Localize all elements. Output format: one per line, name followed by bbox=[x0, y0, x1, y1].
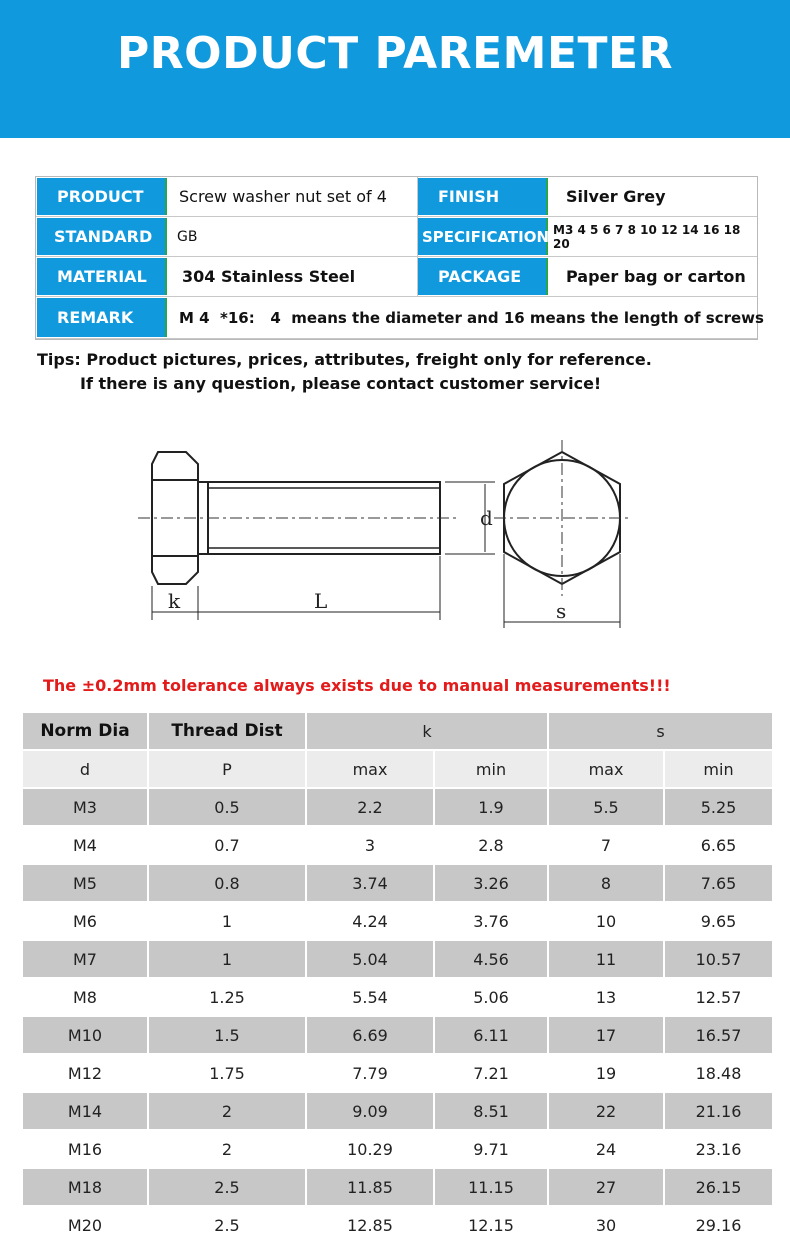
header-k: k bbox=[306, 712, 548, 750]
table-row bbox=[22, 1130, 773, 1168]
table-cell: 10 bbox=[548, 902, 664, 940]
header-thread-dist: Thread Dist bbox=[148, 712, 306, 750]
label-finish: FINISH bbox=[418, 178, 548, 215]
header-norm-dia: Norm Dia bbox=[22, 712, 148, 750]
param-row-material bbox=[36, 257, 757, 297]
table-cell: M3 bbox=[22, 788, 148, 826]
table-row bbox=[22, 1168, 773, 1206]
header-banner bbox=[0, 0, 790, 138]
table-cell: M16 bbox=[22, 1130, 148, 1168]
table-cell: 3.26 bbox=[434, 864, 548, 902]
table-cell: M8 bbox=[22, 978, 148, 1016]
table-cell: 2 bbox=[148, 1092, 306, 1130]
table-cell: 1 bbox=[148, 902, 306, 940]
label-material: MATERIAL bbox=[37, 258, 167, 295]
table-cell: 3.76 bbox=[434, 902, 548, 940]
table-row bbox=[22, 902, 773, 940]
table-cell: 2.8 bbox=[434, 826, 548, 864]
subheader-cell: P bbox=[148, 750, 306, 788]
table-cell: 17 bbox=[548, 1016, 664, 1054]
table-cell: 11 bbox=[548, 940, 664, 978]
table-cell: 1.75 bbox=[148, 1054, 306, 1092]
table-cell: 9.71 bbox=[434, 1130, 548, 1168]
table-cell: 12.85 bbox=[306, 1206, 434, 1244]
label-package: PACKAGE bbox=[418, 258, 548, 295]
table-cell: 29.16 bbox=[664, 1206, 773, 1244]
table-cell: 12.15 bbox=[434, 1206, 548, 1244]
table-cell: 1.25 bbox=[148, 978, 306, 1016]
table-cell: 5.25 bbox=[664, 788, 773, 826]
table-cell: 13 bbox=[548, 978, 664, 1016]
param-row-standard bbox=[36, 217, 757, 257]
table-cell: 0.5 bbox=[148, 788, 306, 826]
bolt-dimension-drawing bbox=[130, 430, 630, 630]
table-cell: 6.65 bbox=[664, 826, 773, 864]
table-cell: 0.7 bbox=[148, 826, 306, 864]
table-cell: 4.56 bbox=[434, 940, 548, 978]
dim-label-d: d bbox=[480, 506, 493, 530]
table-cell: M4 bbox=[22, 826, 148, 864]
table-cell: M7 bbox=[22, 940, 148, 978]
table-cell: 2.2 bbox=[306, 788, 434, 826]
table-row bbox=[22, 864, 773, 902]
table-cell: 0.8 bbox=[148, 864, 306, 902]
tips-line-1: Tips: Product pictures, prices, attributes, freight only for reference. bbox=[37, 350, 652, 369]
column-divider bbox=[417, 177, 418, 297]
header-s: s bbox=[548, 712, 773, 750]
dim-label-L: L bbox=[314, 589, 328, 613]
table-cell: 2 bbox=[148, 1130, 306, 1168]
table-cell: 3.74 bbox=[306, 864, 434, 902]
table-row bbox=[22, 1206, 773, 1244]
table-cell: 30 bbox=[548, 1206, 664, 1244]
value-standard: GB bbox=[177, 228, 198, 245]
param-row-product bbox=[36, 177, 757, 217]
table-cell: 6.69 bbox=[306, 1016, 434, 1054]
table-row bbox=[22, 1054, 773, 1092]
table-subheader-row bbox=[22, 750, 773, 788]
table-cell: M10 bbox=[22, 1016, 148, 1054]
label-product: PRODUCT bbox=[37, 178, 167, 215]
table-cell: 7.21 bbox=[434, 1054, 548, 1092]
table-cell: M12 bbox=[22, 1054, 148, 1092]
table-cell: M20 bbox=[22, 1206, 148, 1244]
table-cell: 5.06 bbox=[434, 978, 548, 1016]
table-cell: 9.65 bbox=[664, 902, 773, 940]
label-remark: REMARK bbox=[37, 298, 167, 337]
subheader-cell: max bbox=[306, 750, 434, 788]
table-cell: 7.79 bbox=[306, 1054, 434, 1092]
table-cell: 18.48 bbox=[664, 1054, 773, 1092]
table-cell: 1.9 bbox=[434, 788, 548, 826]
table-cell: 3 bbox=[306, 826, 434, 864]
table-row bbox=[22, 940, 773, 978]
table-cell: 10.57 bbox=[664, 940, 773, 978]
value-remark: M 4 *16: 4 means the diameter and 16 means the length of screws bbox=[179, 308, 764, 327]
table-cell: 10.29 bbox=[306, 1130, 434, 1168]
dimension-table bbox=[21, 711, 774, 1245]
table-cell: 12.57 bbox=[664, 978, 773, 1016]
table-cell: 23.16 bbox=[664, 1130, 773, 1168]
table-cell: 7.65 bbox=[664, 864, 773, 902]
table-cell: 1 bbox=[148, 940, 306, 978]
table-cell: 2.5 bbox=[148, 1206, 306, 1244]
table-row bbox=[22, 826, 773, 864]
table-cell: 5.54 bbox=[306, 978, 434, 1016]
table-cell: 5.04 bbox=[306, 940, 434, 978]
table-cell: 26.15 bbox=[664, 1168, 773, 1206]
subheader-cell: max bbox=[548, 750, 664, 788]
tips-line-2: If there is any question, please contact customer service! bbox=[80, 374, 602, 393]
table-row bbox=[22, 1016, 773, 1054]
tolerance-warning: The ±0.2mm tolerance always exists due to manual measurements!!! bbox=[43, 676, 671, 695]
table-cell: 2.5 bbox=[148, 1168, 306, 1206]
table-header-row bbox=[22, 712, 773, 750]
table-cell: M18 bbox=[22, 1168, 148, 1206]
subheader-cell: d bbox=[22, 750, 148, 788]
table-cell: M14 bbox=[22, 1092, 148, 1130]
table-cell: 11.15 bbox=[434, 1168, 548, 1206]
table-cell: 11.85 bbox=[306, 1168, 434, 1206]
value-finish: Silver Grey bbox=[566, 187, 666, 206]
table-cell: 4.24 bbox=[306, 902, 434, 940]
table-cell: 16.57 bbox=[664, 1016, 773, 1054]
table-row bbox=[22, 1092, 773, 1130]
table-cell: 8 bbox=[548, 864, 664, 902]
label-specification: SPECIFICATION bbox=[418, 218, 548, 255]
table-cell: 8.51 bbox=[434, 1092, 548, 1130]
table-cell: M6 bbox=[22, 902, 148, 940]
label-standard: STANDARD bbox=[37, 218, 167, 255]
parameter-table bbox=[35, 176, 764, 340]
table-cell: 7 bbox=[548, 826, 664, 864]
table-cell: 27 bbox=[548, 1168, 664, 1206]
table-cell: 21.16 bbox=[664, 1092, 773, 1130]
table-cell: 1.5 bbox=[148, 1016, 306, 1054]
table-cell: 24 bbox=[548, 1130, 664, 1168]
table-row bbox=[22, 978, 773, 1016]
value-package: Paper bag or carton bbox=[566, 267, 746, 286]
subheader-cell: min bbox=[434, 750, 548, 788]
table-cell: 22 bbox=[548, 1092, 664, 1130]
subheader-cell: min bbox=[664, 750, 773, 788]
value-material: 304 Stainless Steel bbox=[182, 267, 356, 286]
value-specification: M3 4 5 6 7 8 10 12 14 16 18 20 bbox=[553, 222, 741, 251]
page-title: PRODUCT PAREMETER bbox=[117, 27, 673, 79]
table-cell: M5 bbox=[22, 864, 148, 902]
table-cell: 5.5 bbox=[548, 788, 664, 826]
dim-label-k: k bbox=[168, 589, 181, 613]
dim-label-s: s bbox=[556, 599, 567, 623]
table-cell: 19 bbox=[548, 1054, 664, 1092]
tips-note bbox=[37, 348, 652, 396]
table-cell: 9.09 bbox=[306, 1092, 434, 1130]
table-cell: 6.11 bbox=[434, 1016, 548, 1054]
param-row-remark bbox=[36, 297, 764, 339]
value-product: Screw washer nut set of 4 bbox=[179, 187, 387, 206]
table-row bbox=[22, 788, 773, 826]
